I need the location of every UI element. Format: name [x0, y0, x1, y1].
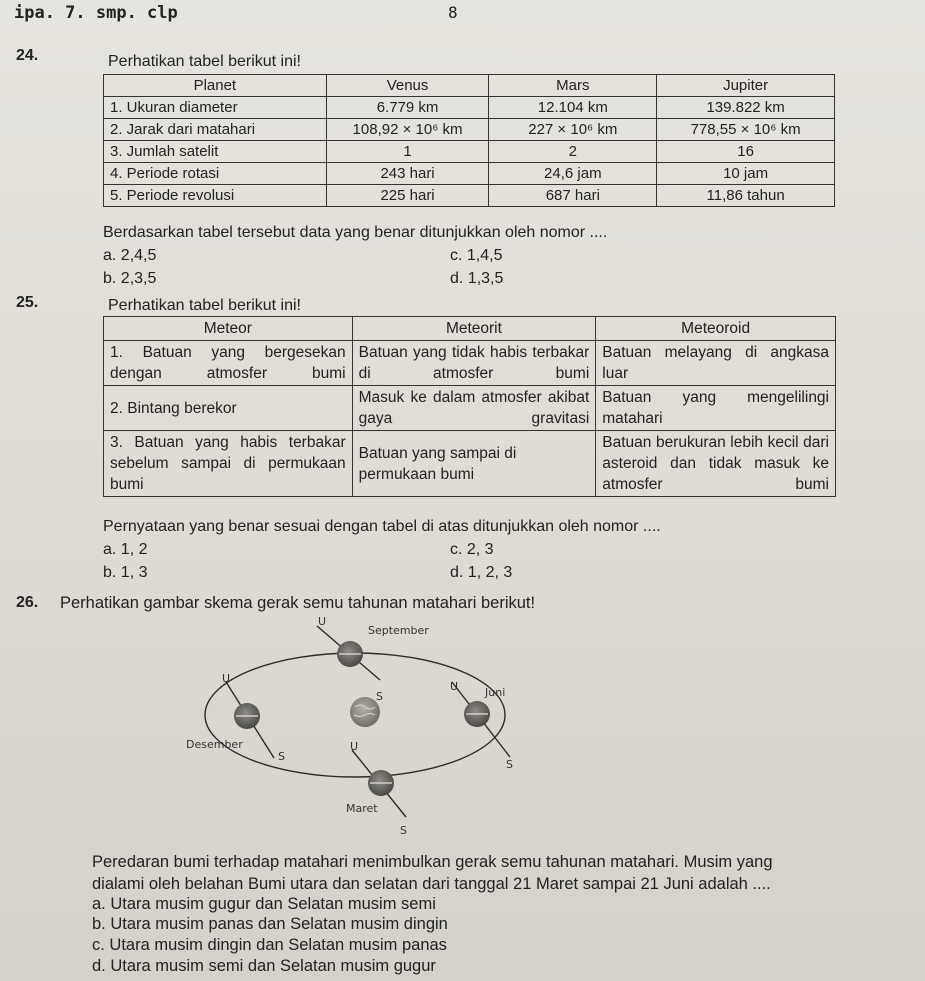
table-cell: 11,86 tahun [657, 185, 835, 207]
table-cell: 1. Batuan yang bergesekan dengan atmosfer bumi [104, 341, 353, 386]
label-north-maret: U [350, 740, 359, 753]
table-cell: 227 × 10⁶ km [489, 119, 657, 141]
q26-question-line1: Peredaran bumi terhadap matahari menimbulkan gerak semu tahunan matahari. Musim yang [92, 853, 773, 871]
label-north-juni: U [450, 680, 459, 693]
q26-question-line2: dialami oleh belahan Bumi utara dan selatan dari tanggal 21 Maret sampai 21 Juni adalah .... [92, 875, 771, 893]
table-row [104, 341, 836, 386]
table-cell: 5. Periode revolusi [104, 185, 327, 207]
q26-option-a[interactable]: a. Utara musim gugur dan Selatan musim semi [92, 895, 436, 913]
q25-option-a[interactable]: a. 1, 2 [103, 541, 148, 558]
column-header-meteor: Meteor [104, 317, 353, 341]
table-cell: 2. Bintang berekor [104, 386, 353, 431]
label-maret: Maret [346, 802, 378, 815]
table-cell: 243 hari [326, 163, 489, 185]
q25-question: Pernyataan yang benar sesuai dengan tabel di atas ditunjukkan oleh nomor .... [103, 518, 661, 535]
table-row [104, 386, 836, 431]
table-cell: 6.779 km [326, 97, 489, 119]
label-north-september: U [318, 615, 327, 628]
table-cell: 3. Batuan yang habis terbakar sebelum sampai di permukaan bumi [104, 431, 353, 497]
q25-number: 25. [16, 294, 39, 311]
table-cell: 4. Periode rotasi [104, 163, 327, 185]
table-cell: Masuk ke dalam atmosfer akibat gaya gravitasi [352, 386, 596, 431]
q24-intro: Perhatikan tabel berikut ini! [108, 53, 301, 70]
q24-option-c[interactable]: c. 1,4,5 [450, 247, 503, 264]
column-header-planet: Planet [104, 75, 327, 97]
q25-meteor-table [103, 316, 836, 497]
table-cell: 778,55 × 10⁶ km [657, 119, 835, 141]
table-cell: 1 [326, 141, 489, 163]
q25-option-d[interactable]: d. 1, 2, 3 [450, 564, 513, 581]
table-cell: Batuan melayang di angkasa luar [596, 341, 836, 386]
q26-number: 26. [16, 594, 39, 611]
q25-option-b[interactable]: b. 1, 3 [103, 564, 148, 581]
q24-option-d[interactable]: d. 1,3,5 [450, 270, 504, 287]
worksheet-code: ipa. 7. smp. clp [14, 3, 178, 23]
table-row [104, 97, 835, 119]
q25-option-c[interactable]: c. 2, 3 [450, 541, 494, 558]
table-cell: 139.822 km [657, 97, 835, 119]
q24-option-a[interactable]: a. 2,4,5 [103, 247, 157, 264]
label-south-september: S [376, 690, 383, 703]
table-cell: Batuan yang tidak habis terbakar di atmosfer bumi [352, 341, 596, 386]
table-cell: 12.104 km [489, 97, 657, 119]
q25-intro: Perhatikan tabel berikut ini! [108, 297, 301, 314]
table-header-row [104, 75, 835, 97]
q26-option-d[interactable]: d. Utara musim semi dan Selatan musim gugur [92, 957, 436, 975]
q24-option-b[interactable]: b. 2,3,5 [103, 270, 157, 287]
table-header-row [104, 317, 836, 341]
label-september: September [368, 624, 429, 637]
table-row [104, 431, 836, 497]
table-row [104, 185, 835, 207]
table-cell: Batuan yang mengelilingi matahari [596, 386, 836, 431]
table-cell: 687 hari [489, 185, 657, 207]
table-cell: 16 [657, 141, 835, 163]
table-cell: Batuan yang sampai di permukaan bumi [352, 431, 596, 497]
table-cell: 1. Ukuran diameter [104, 97, 327, 119]
table-cell: 3. Jumlah satelit [104, 141, 327, 163]
table-cell: 2 [489, 141, 657, 163]
column-header-mars: Mars [489, 75, 657, 97]
q24-planet-table [103, 74, 835, 207]
q26-option-b[interactable]: b. Utara musim panas dan Selatan musim dingin [92, 915, 448, 933]
q24-question: Berdasarkan tabel tersebut data yang benar ditunjukkan oleh nomor .... [103, 224, 608, 241]
table-cell: Batuan berukuran lebih kecil dari asteroid dan tidak masuk ke atmosfer bumi [596, 431, 836, 497]
table-cell: 225 hari [326, 185, 489, 207]
table-cell: 10 jam [657, 163, 835, 185]
page-number: 8 [448, 3, 458, 22]
label-juni: Juni [485, 686, 506, 699]
table-cell: 2. Jarak dari matahari [104, 119, 327, 141]
table-row [104, 141, 835, 163]
label-north-desember: U [222, 672, 231, 685]
table-cell: 24,6 jam [489, 163, 657, 185]
apparent-sun-motion-diagram [170, 612, 520, 842]
label-south-maret: S [400, 824, 407, 837]
table-cell: 108,92 × 10⁶ km [326, 119, 489, 141]
label-desember: Desember [186, 738, 243, 751]
table-row [104, 119, 835, 141]
column-header-meteoroid: Meteoroid [596, 317, 836, 341]
q26-option-c[interactable]: c. Utara musim dingin dan Selatan musim panas [92, 936, 447, 954]
q26-intro: Perhatikan gambar skema gerak semu tahunan matahari berikut! [60, 594, 536, 612]
label-south-desember: S [278, 750, 285, 763]
column-header-jupiter: Jupiter [657, 75, 835, 97]
q24-number: 24. [16, 47, 39, 64]
column-header-meteorit: Meteorit [352, 317, 596, 341]
column-header-venus: Venus [326, 75, 489, 97]
table-row [104, 163, 835, 185]
label-south-juni: S [506, 758, 513, 771]
